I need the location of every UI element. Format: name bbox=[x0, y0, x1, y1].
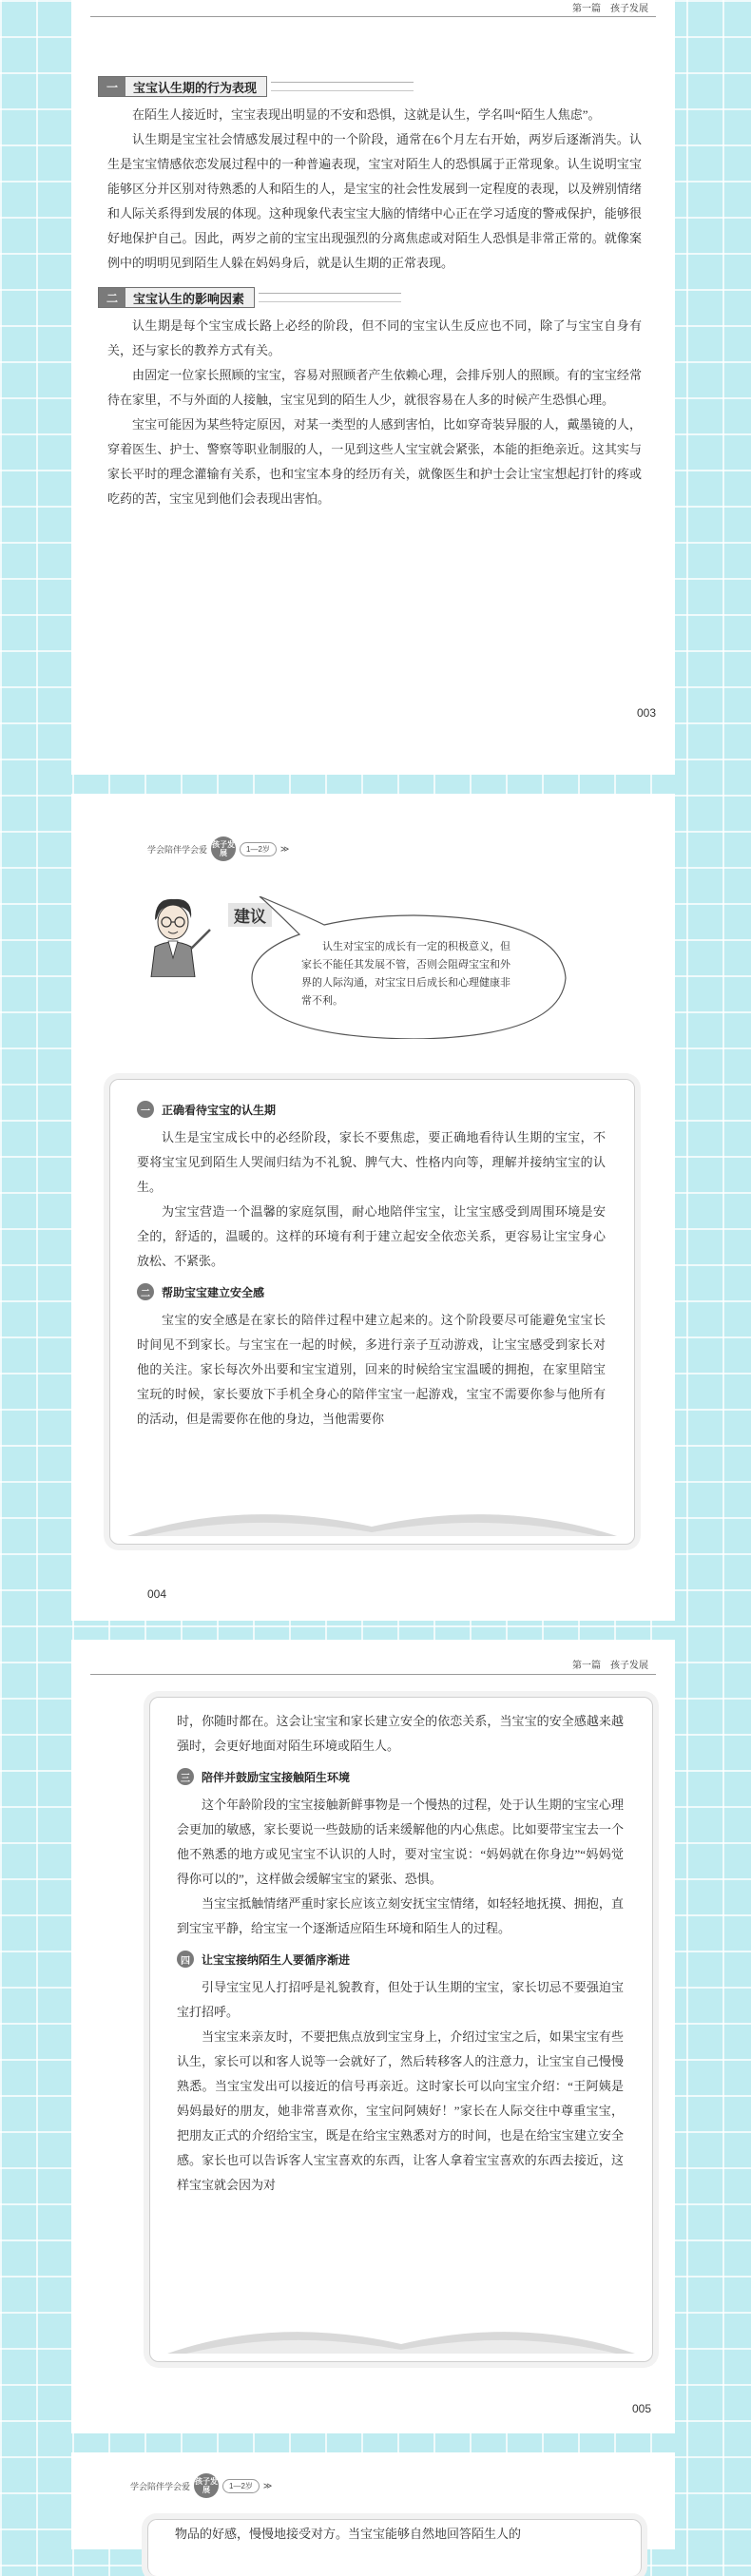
section-number: 一 bbox=[99, 77, 125, 96]
age-pill: 1—2岁 bbox=[240, 842, 277, 856]
paragraph: 认生期是宝宝社会情感发展过程中的一个阶段，通常在6个月左右开始，两岁后逐渐消失。认生是宝宝情感依恋发展过程中的一种普遍表现，宝宝对陌生人的恐惧属于正常现象。认生说明宝宝能够区分并区别对待熟悉的人和陌生的人，是宝宝的社会性发展到一定程度的表现，以及辨别情绪和人际关系得到发展的体现。这种现象代表宝宝大脑的情绪中心正在学习适度的警戒保护，能够很好地保护自己。因此，两岁之前的宝宝出现强烈的分离焦虑或对陌生人恐惧是非常正常的。就像案例中的明明见到陌生人躲在妈妈身后，就是认生期的正常表现。 bbox=[107, 132, 642, 270]
bubble-text: 认生对宝宝的成长有一定的积极意义，但家长不能任其发展不管，否则会阻碍宝宝和外界的人际沟通，对宝宝日后成长和心理健康非常不利。 bbox=[301, 941, 510, 1007]
subheading-1 bbox=[137, 1097, 634, 1122]
paragraph: 在陌生人接近时，宝宝表现出明显的不安和恐惧，这就是认生，学名叫“陌生人焦虑”。 bbox=[132, 107, 601, 122]
page-number: 003 bbox=[636, 706, 656, 720]
paragraph: 由固定一位家长照顾的宝宝，容易对照顾者产生依赖心理，会排斥别人的照顾。有的宝宝经常待在家里，不与外面的人接触，宝宝见到的陌生人少，就很容易在人多的时候产生恐惧心理。 bbox=[107, 368, 642, 407]
header-rule bbox=[90, 16, 656, 17]
series-badge: 孩子发展 bbox=[211, 836, 236, 861]
open-book-decoration bbox=[118, 1498, 626, 1536]
advice-label: 建议 bbox=[228, 903, 272, 927]
paragraph: 认生是宝宝成长中的必经阶段，家长不要焦虑，要正确地看待认生期的宝宝，不要将宝宝见到陌生人哭闹归结为不礼貌、脾气大、性格内向等，理解并接纳宝宝的认生。 bbox=[137, 1130, 606, 1194]
advice-card-continued bbox=[149, 1697, 653, 2362]
page-003 bbox=[71, 0, 675, 775]
page-005 bbox=[71, 1640, 675, 2433]
paragraph: 当宝宝来亲友时，不要把焦点放到宝宝身上，介绍过宝宝之后，如果宝宝有些认生，家长可以和客人说等一会就好了，然后转移客人的注意力，让宝宝自己慢慢熟悉。当宝宝发出可以接近的信号再亲近。这时家长可以向宝宝介绍：“王阿姨是妈妈最好的朋友，她非常喜欢你，宝宝问阿姨好！”家长在人际交往中尊重宝宝，把朋友正式的介绍给宝宝，既是在给宝宝熟悉对方的时间，也是在给宝宝建立安全感。家长也可以告诉客人宝宝喜欢的东西，让客人拿着宝宝喜欢的东西去接近，这样宝宝就会因为对 bbox=[177, 2029, 624, 2192]
paragraph: 物品的好感，慢慢地接受对方。当宝宝能够自然地回答陌生人的 bbox=[175, 2527, 522, 2541]
paragraph: 引导宝宝见人打招呼是礼貌教育，但处于认生期的宝宝，家长切忌不要强迫宝宝打招呼。 bbox=[177, 1980, 624, 2019]
paragraph: 当宝宝抵触情绪严重时家长应该立刻安抚宝宝情绪，如轻轻地抚摸、拥抱，直到宝宝平静，给宝宝一个逐渐适应陌生环境和陌生人的过程。 bbox=[177, 1896, 624, 1935]
subheading-number: 三 bbox=[177, 1768, 194, 1785]
subheading-4 bbox=[177, 1947, 652, 1971]
decor-lines bbox=[271, 82, 414, 91]
paragraph: 这个年龄阶段的宝宝接触新鲜事物是一个慢热的过程，处于认生期的宝宝心理会更加的敏感，家长要说一些鼓励的话来缓解他的内心焦虑。比如要带宝宝去一个他不熟悉的地方或见宝宝不认识的人时，要对宝宝说：“妈妈就在你身边”“妈妈觉得你可以的”，这样做会缓解宝宝的紧张、恐惧。 bbox=[177, 1797, 624, 1886]
paragraph: 宝宝可能因为某些特定原因，对某一类型的人感到害怕，比如穿奇装异服的人，戴墨镜的人，穿着医生、护士、警察等职业制服的人，一见到这些人宝宝就会紧张，本能的拒绝亲近。这其实与家长平时的理念灌输有关系，也和宝宝本身的经历有关，就像医生和护士会让宝宝想起打针的疼或吃药的苦，宝宝见到他们会表现出害怕。 bbox=[107, 417, 642, 506]
chapter-header: 第一篇 孩子发展 bbox=[572, 4, 648, 14]
paragraph: 宝宝的安全感是在家长的陪伴过程中建立起来的。这个阶段要尽可能避免宝宝长时间见不到家长。与宝宝在一起的时候，多进行亲子互动游戏，让宝宝感受到家长对他的关注。家长每次外出要和宝宝道别，回来的时候给宝宝温暖的拥抱，在家里陪宝宝玩的时候，家长要放下手机全身心的陪伴宝宝一起游戏，宝宝不需要你参与他所有的活动，但是需要你在他的身边，当他需要你 bbox=[137, 1313, 606, 1426]
subheading-title: 正确看待宝宝的认生期 bbox=[162, 1103, 277, 1117]
section-number: 二 bbox=[99, 288, 125, 307]
series-strip bbox=[147, 836, 289, 861]
advice-card bbox=[109, 1079, 635, 1545]
section-title: 宝宝认生期的行为表现 bbox=[133, 80, 258, 95]
series-badge: 孩子发展 bbox=[194, 2473, 219, 2498]
advice-card-continued bbox=[147, 2519, 642, 2576]
series-strip bbox=[130, 2473, 272, 2498]
arrows-icon: ≫ bbox=[262, 2480, 273, 2490]
section-heading-1 bbox=[98, 74, 675, 99]
page-number: 005 bbox=[631, 2402, 651, 2415]
subheading-number: 一 bbox=[137, 1101, 154, 1118]
teacher-illustration bbox=[145, 892, 212, 977]
subheading-title: 让宝宝接纳陌生人要循序渐进 bbox=[202, 1952, 351, 1967]
section-heading-2 bbox=[98, 285, 675, 310]
paragraph: 时，你随时都在。这会让宝宝和家长建立安全的依恋关系，当宝宝的安全感越来越强时，会更好地面对陌生环境或陌生人。 bbox=[177, 1714, 624, 1753]
page-number: 004 bbox=[147, 1587, 167, 1601]
subheading-3 bbox=[177, 1764, 652, 1789]
paragraph: 认生期是每个宝宝成长路上必经的阶段，但不同的宝宝认生反应也不同，除了与宝宝自身有关，还与家长的教养方式有关。 bbox=[107, 318, 642, 357]
subheading-number: 四 bbox=[177, 1951, 194, 1968]
series-title: 学会陪伴学会爱 bbox=[147, 844, 208, 855]
decor-lines bbox=[259, 293, 401, 302]
series-title: 学会陪伴学会爱 bbox=[130, 2481, 191, 2491]
subheading-2 bbox=[137, 1279, 634, 1304]
speech-bubble bbox=[233, 896, 575, 1039]
subheading-title: 帮助宝宝建立安全感 bbox=[162, 1285, 265, 1299]
subheading-number: 二 bbox=[137, 1283, 154, 1300]
open-book-decoration bbox=[158, 2316, 645, 2354]
age-pill: 1—2岁 bbox=[222, 2479, 260, 2493]
section-title: 宝宝认生的影响因素 bbox=[133, 291, 245, 306]
paragraph: 为宝宝营造一个温馨的家庭氛围，耐心地陪伴宝宝，让宝宝感受到周围环境是安全的，舒适的，温暖的。这样的环境有利于建立起安全依恋关系，更容易让宝宝身心放松、不紧张。 bbox=[137, 1204, 606, 1268]
page-004 bbox=[71, 794, 675, 1621]
subheading-title: 陪伴并鼓励宝宝接触陌生环境 bbox=[202, 1770, 351, 1784]
header-rule bbox=[90, 1674, 656, 1675]
page-006-partial bbox=[71, 2452, 675, 2549]
arrows-icon: ≫ bbox=[279, 843, 290, 854]
chapter-header: 第一篇 孩子发展 bbox=[572, 1661, 648, 1671]
